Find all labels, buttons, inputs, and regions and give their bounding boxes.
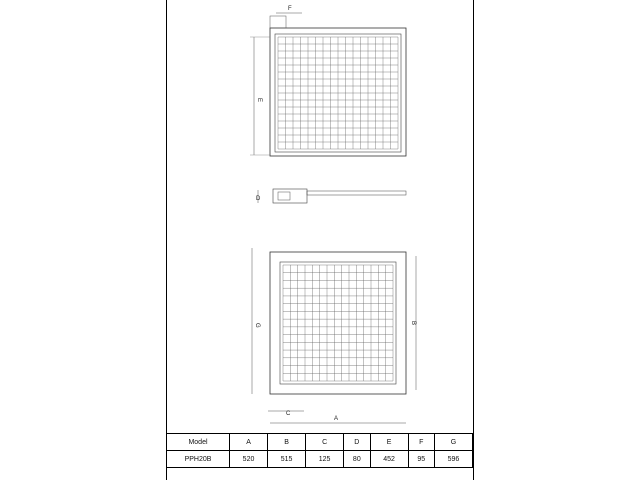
spec-table — [166, 433, 473, 468]
top-view-mesh — [278, 37, 398, 149]
spec-table-row — [167, 451, 473, 468]
cell-e: 452 — [370, 451, 408, 468]
cell-c: 125 — [306, 451, 344, 468]
cell-g: 596 — [434, 451, 472, 468]
bottom-view-mesh — [283, 265, 393, 381]
cell-a: 520 — [230, 451, 268, 468]
header-e: E — [370, 434, 408, 451]
cell-d: 80 — [344, 451, 370, 468]
cell-b: 515 — [268, 451, 306, 468]
dimension-f-top: F — [288, 6, 292, 12]
header-c: C — [306, 434, 344, 451]
header-b: B — [268, 434, 306, 451]
dimension-d-side: D — [256, 196, 261, 202]
dimension-e-top: E — [256, 98, 262, 103]
header-a: A — [230, 434, 268, 451]
dimension-b-bottom: B — [410, 321, 416, 326]
cell-model: PPH20B — [167, 451, 230, 468]
header-model: Model — [167, 434, 230, 451]
header-d: D — [344, 434, 370, 451]
dimension-g-bottom: G — [254, 323, 260, 328]
cell-f: 95 — [408, 451, 434, 468]
header-g: G — [434, 434, 472, 451]
bottom-view — [252, 248, 416, 423]
side-view — [256, 189, 406, 203]
spec-table-header-row — [167, 434, 473, 451]
header-f: F — [408, 434, 434, 451]
dimension-a-bottom: A — [334, 416, 339, 422]
dimension-c-bottom: C — [286, 411, 291, 417]
top-view — [250, 6, 406, 156]
